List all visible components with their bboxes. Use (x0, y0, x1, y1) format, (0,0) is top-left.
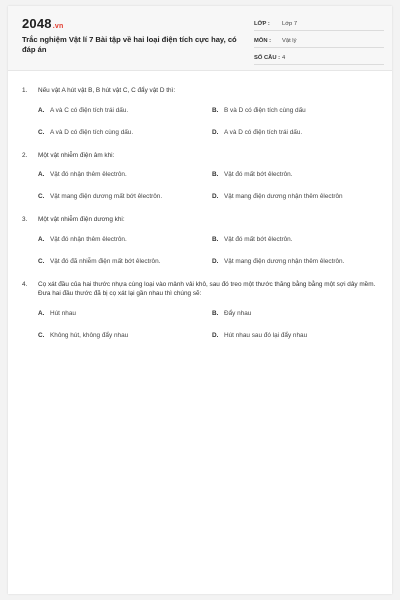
logo-main-text: 2048 (22, 16, 52, 31)
option-text: A và D có điện tích cùng dấu. (50, 128, 134, 136)
meta-label: LỚP : (254, 20, 270, 27)
option-text: Hút nhau (50, 309, 76, 317)
question-number: 2. (22, 151, 28, 159)
question-4 (22, 280, 382, 340)
option-text: A và C có điện tích trái dấu. (50, 106, 129, 114)
logo-tld-text: .vn (52, 23, 64, 30)
option-text: Vật mang điện dương nhận thêm êlectrôn. (224, 257, 345, 265)
option-text: Vật đó nhận thêm êlectrôn. (50, 235, 127, 243)
option-b[interactable] (212, 235, 386, 244)
option-d[interactable] (212, 257, 386, 266)
question-number: 1. (22, 87, 28, 94)
meta-label: SỐ CÂU : (254, 54, 281, 61)
option-letter: B. (212, 309, 219, 317)
question-text: Một vật nhiễm điện dương khi: (38, 216, 125, 223)
option-letter: D. (212, 193, 219, 200)
option-text: B và D có điện tích cùng dấu (224, 106, 306, 114)
option-c[interactable] (38, 192, 212, 201)
option-letter: B. (212, 235, 219, 243)
meta-row-subject (254, 34, 384, 48)
meta-value: 4 (282, 54, 286, 61)
question-3 (22, 215, 382, 266)
question-list (22, 86, 382, 354)
option-text: Vật đó mất bớt êlectrôn. (224, 235, 293, 243)
option-a[interactable] (38, 106, 212, 115)
option-c[interactable] (38, 331, 212, 340)
question-number: 3. (22, 216, 28, 223)
question-text: Nếu vật A hút vật B, B hút vật C, C đẩy vật D thì: (38, 87, 176, 94)
option-d[interactable] (212, 192, 386, 201)
page-title: Trắc nghiệm Vật lí 7 Bài tập về hai loại điện tích cực hay, có đáp án (22, 35, 237, 54)
question-1 (22, 86, 382, 137)
question-2 (22, 151, 382, 202)
option-text: A và D có điện tích trái dấu. (224, 128, 303, 136)
document-page (8, 6, 392, 594)
meta-value: Vật lý (282, 37, 297, 44)
question-text: Cọ xát đầu của hai thước nhựa cùng loại vào mảnh vải khô, sau đó treo một thước thăng bằng bằng một sợi dây mềm. Đưa hai đầu thước đã bị cọ xát lại gần nhau thì chúng sẽ: (38, 280, 376, 297)
meta-value: Lớp 7 (282, 20, 298, 27)
meta-info (254, 17, 384, 68)
option-text: Đẩy nhau (224, 309, 252, 317)
option-text: Vật mang điện dương nhận thêm êlectrôn (224, 193, 343, 200)
option-a[interactable] (38, 170, 212, 179)
option-letter: C. (38, 193, 45, 200)
option-text: Vật đó mất bớt êlectrôn. (224, 171, 293, 178)
option-letter: A. (38, 309, 45, 317)
option-letter: B. (212, 171, 219, 178)
option-b[interactable] (212, 170, 386, 179)
question-text: Một vật nhiễm điện âm khi: (38, 151, 115, 159)
option-text: Vật mang điện dương mất bớt êlectrôn. (50, 193, 163, 200)
option-letter: B. (212, 106, 219, 114)
option-letter: D. (212, 331, 219, 339)
option-text: Không hút, không đẩy nhau (50, 331, 129, 339)
option-text: Vật đó đã nhiễm điện mất bớt êlectrôn. (50, 257, 161, 265)
option-letter: A. (38, 235, 45, 243)
option-text: Vật đó nhận thêm êlectrôn. (50, 171, 127, 178)
option-letter: A. (38, 106, 45, 114)
option-c[interactable] (38, 128, 212, 137)
option-b[interactable] (212, 106, 386, 115)
question-number: 4. (22, 280, 28, 288)
meta-row-question-count (254, 51, 384, 65)
option-a[interactable] (38, 309, 212, 318)
option-text: Hút nhau sau đó lại đẩy nhau (224, 331, 308, 339)
option-letter: C. (38, 257, 45, 265)
meta-row-class (254, 17, 384, 31)
option-letter: D. (212, 128, 219, 136)
option-b[interactable] (212, 309, 386, 318)
option-letter: A. (38, 171, 45, 178)
document-header (8, 6, 392, 71)
option-letter: D. (212, 257, 219, 265)
option-letter: C. (38, 128, 45, 136)
option-d[interactable] (212, 331, 386, 340)
option-c[interactable] (38, 257, 212, 266)
option-a[interactable] (38, 235, 212, 244)
option-d[interactable] (212, 128, 386, 137)
site-logo[interactable] (22, 16, 63, 31)
option-letter: C. (38, 331, 45, 339)
meta-label: MÔN : (254, 37, 272, 44)
